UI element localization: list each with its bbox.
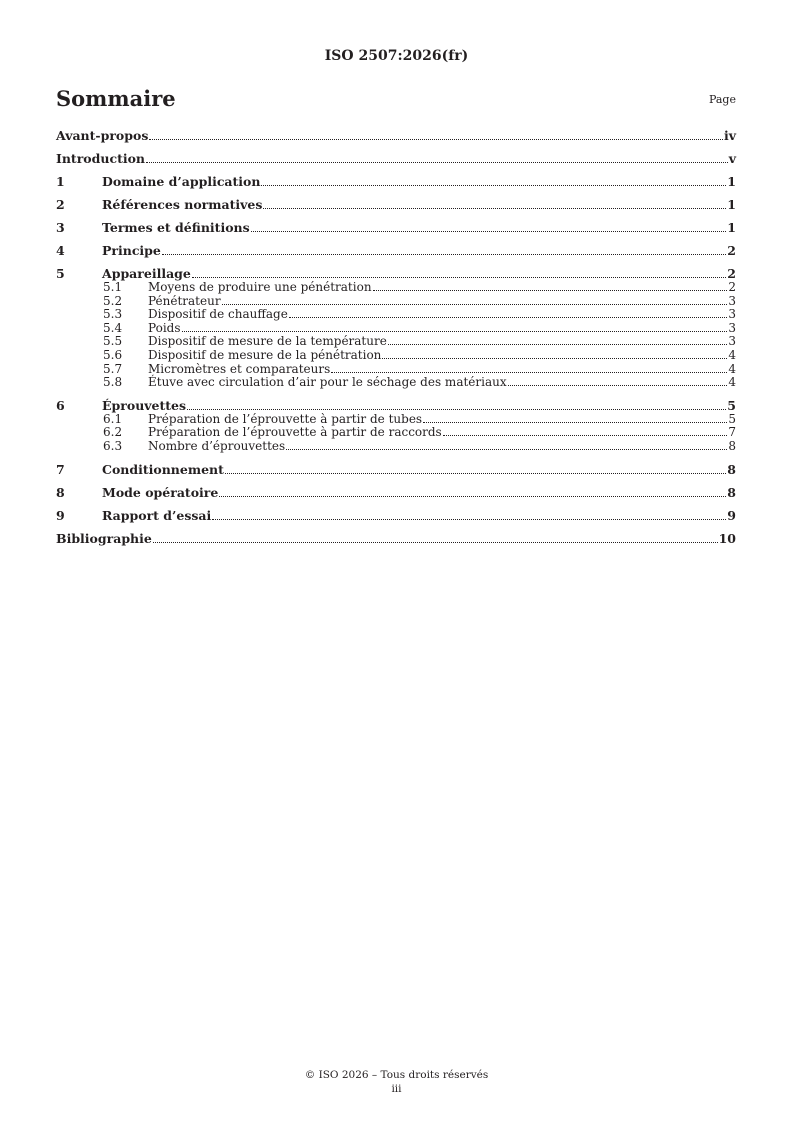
toc-dot-leader: [225, 473, 726, 474]
toc-entry-label: Bibliographie: [56, 530, 152, 546]
toc-entry-number: 5.1: [103, 280, 123, 294]
toc-entry-label: Pénétrateur: [148, 293, 221, 308]
toc-entry-label: Références normatives: [102, 197, 263, 212]
toc-entry[interactable]: [56, 151, 736, 166]
toc-entry-label: Domaine d’application: [102, 174, 261, 189]
toc-dot-leader: [187, 409, 726, 410]
document-header: ISO 2507:2026(fr): [324, 48, 469, 64]
toc-entry-page: 1: [727, 197, 736, 212]
toc-dot-leader: [212, 519, 726, 520]
toc-entry-number: 4: [56, 243, 65, 258]
toc-dot-leader: [219, 496, 726, 497]
toc-entry[interactable]: [56, 508, 736, 523]
toc-dot-leader: [443, 435, 728, 436]
toc-entry-page: 9: [727, 507, 736, 523]
toc-entry-label: Moyens de produire une pénétration: [148, 280, 372, 294]
toc-entry-number: 6.1: [103, 411, 123, 426]
toc-entry[interactable]: [56, 243, 736, 258]
toc-entry-label: Préparation de l’éprouvette à partir de raccords: [148, 425, 442, 440]
toc-entry-page: 4: [728, 375, 736, 390]
toc-entry-label: Introduction: [56, 151, 146, 166]
toc-dot-leader: [286, 449, 727, 450]
toc-subentry[interactable]: [56, 376, 736, 390]
toc-entry-label: Dispositif de chauffage: [148, 307, 288, 322]
toc-dot-leader: [222, 304, 728, 305]
page-title: Sommaire: [56, 86, 176, 111]
toc-entry-number: 6.2: [103, 425, 123, 440]
toc-entry-page: 3: [728, 307, 736, 322]
toc-entry-page: v: [728, 151, 736, 166]
toc-dot-leader: [146, 162, 728, 163]
toc-entry-number: 9: [56, 507, 65, 523]
copyright-notice: © ISO 2026 – Tous droits réservés: [304, 1069, 489, 1081]
toc-subentry[interactable]: [56, 349, 736, 363]
toc-dot-leader: [388, 344, 728, 345]
toc-entry-number: 7: [56, 461, 65, 477]
toc-entry-label: Dispositif de mesure de la température: [148, 334, 387, 349]
toc-entry-number: 6: [56, 397, 65, 413]
toc-dot-leader: [331, 372, 727, 373]
toc-entry-page: 3: [728, 334, 736, 349]
toc-dot-leader: [289, 317, 728, 318]
toc-entry-page: 8: [728, 438, 736, 453]
toc-subentry[interactable]: [56, 335, 736, 349]
toc-entry-number: 5.2: [103, 293, 123, 308]
toc-entry-number: 2: [56, 197, 65, 212]
toc-entry-page: 3: [728, 293, 736, 308]
toc-entry[interactable]: [56, 220, 736, 235]
toc-subentry[interactable]: [56, 440, 736, 454]
toc-entry[interactable]: [56, 398, 736, 413]
toc-dot-leader: [373, 290, 728, 291]
toc-entry-number: 1: [56, 174, 65, 189]
toc-entry-page: 2: [727, 266, 736, 281]
toc-entry-page: 2: [728, 280, 736, 294]
toc-entry-page: 5: [727, 397, 736, 413]
toc-entry-label: Nombre d’éprouvettes: [148, 438, 286, 453]
toc-entry-page: 7: [728, 425, 736, 440]
toc-subentry[interactable]: [56, 308, 736, 322]
toc-entry-label: Appareillage: [102, 266, 191, 281]
toc-dot-leader: [261, 185, 726, 186]
toc-entry-number: 5.5: [103, 334, 123, 349]
toc-entry-label: Poids: [148, 320, 181, 335]
toc-entry-label: Éprouvettes: [102, 397, 187, 413]
page-column-label: Page: [708, 93, 736, 106]
toc-entry[interactable]: [56, 197, 736, 212]
toc-entry-page: 10: [718, 530, 736, 546]
toc-entry-page: 1: [727, 174, 736, 189]
toc-subentry[interactable]: [56, 295, 736, 309]
toc-entry-page: iv: [723, 128, 736, 143]
toc-entry-number: 5.8: [103, 375, 123, 390]
toc-dot-leader: [263, 208, 726, 209]
toc-dot-leader: [382, 358, 727, 359]
toc-dot-leader: [508, 385, 728, 386]
toc-dot-leader: [251, 231, 727, 232]
toc-entry[interactable]: [56, 531, 736, 546]
toc-subentry[interactable]: [56, 426, 736, 440]
toc-entry-label: Mode opératoire: [102, 484, 219, 500]
toc-dot-leader: [162, 254, 726, 255]
toc-dot-leader: [153, 542, 718, 543]
toc-entry[interactable]: [56, 485, 736, 500]
toc-entry-page: 8: [727, 484, 736, 500]
toc-entry[interactable]: [56, 462, 736, 477]
toc-entry-page: 4: [728, 361, 736, 376]
toc-entry[interactable]: [56, 266, 736, 281]
toc-entry-number: 6.3: [103, 438, 123, 453]
toc-entry-label: Étuve avec circulation d’air pour le séchage des matériaux: [148, 375, 507, 390]
toc-entry-label: Dispositif de mesure de la pénétration: [148, 347, 382, 362]
toc-entry-number: 8: [56, 484, 65, 500]
toc-subentry[interactable]: [56, 281, 736, 295]
toc-entry[interactable]: [56, 174, 736, 189]
toc-entry-label: Conditionnement: [102, 461, 224, 477]
toc-entry-number: 5: [56, 266, 65, 281]
toc-entry-page: 4: [728, 347, 736, 362]
toc-subentry[interactable]: [56, 322, 736, 336]
toc-entry-label: Principe: [102, 243, 161, 258]
table-of-contents: [56, 128, 736, 546]
toc-entry-page: 5: [728, 411, 736, 426]
toc-entry-number: 3: [56, 220, 65, 235]
toc-entry-label: Micromètres et comparateurs: [148, 361, 331, 376]
toc-entry-page: 2: [727, 243, 736, 258]
toc-entry-label: Avant-propos: [56, 128, 149, 143]
toc-dot-leader: [423, 422, 727, 423]
toc-entry-label: Rapport d’essai: [102, 507, 212, 523]
toc-entry-page: 3: [728, 320, 736, 335]
toc-dot-leader: [192, 277, 726, 278]
toc-entry-page: 8: [727, 461, 736, 477]
page-footer: [0, 1068, 793, 1096]
toc-entry-number: 5.4: [103, 320, 123, 335]
toc-entry-number: 5.7: [103, 361, 123, 376]
toc-entry-label: Préparation de l’éprouvette à partir de tubes: [148, 411, 423, 426]
toc-entry-number: 5.6: [103, 347, 123, 362]
toc-entry[interactable]: [56, 128, 736, 143]
toc-entry-number: 5.3: [103, 307, 123, 322]
toc-entry-label: Termes et définitions: [102, 220, 250, 235]
page-number: iii: [391, 1083, 402, 1095]
toc-subentry[interactable]: [56, 413, 736, 427]
toc-dot-leader: [149, 139, 723, 140]
toc-entry-page: 1: [727, 220, 736, 235]
toc-dot-leader: [182, 331, 728, 332]
